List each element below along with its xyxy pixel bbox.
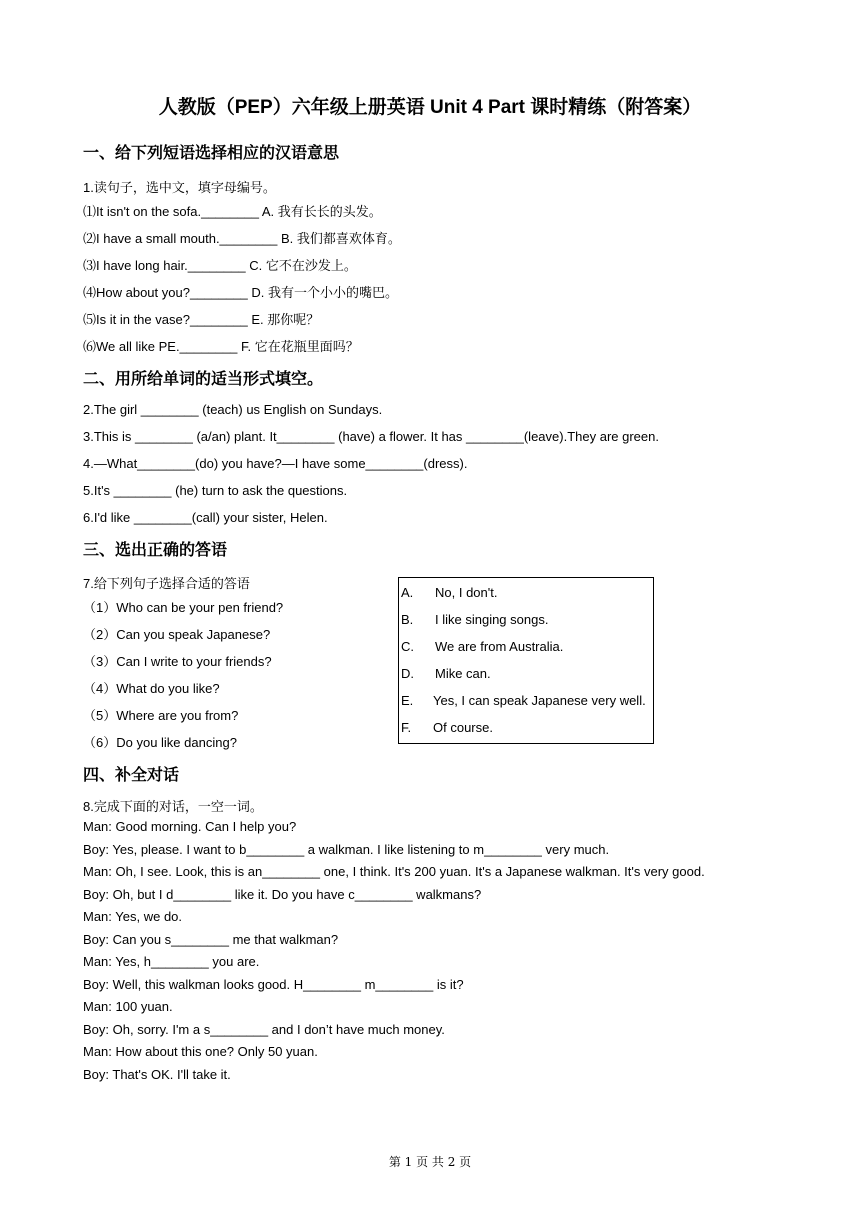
section-1-item-1: ⑴It isn't on the sofa.________ A. 我有长长的头发。 — [83, 204, 382, 219]
section-1-item-5: ⑸Is it in the vase?________ E. 那你呢？ — [83, 312, 320, 327]
section-2-item-6: 6.I'd like ________(call) your sister, Helen. — [83, 510, 328, 525]
dialogue-line-11: Man: How about this one? Only 50 yuan. — [83, 1044, 318, 1059]
answer-option-d: D. Mike can. — [401, 666, 491, 681]
section-3-question-1: （1）Who can be your pen friend? — [83, 600, 284, 615]
section-2-item-2: 2.The girl ________ (teach) us English on Sundays. — [83, 402, 383, 417]
dialogue-line-4: Boy: Oh, but I d________ like it. Do you have c________ walkmans? — [83, 887, 482, 902]
page-footer: 第 1 页 共 2 页 — [388, 1155, 472, 1169]
section-4-instruction: 8.完成下面的对话，一空一词。 — [83, 799, 263, 814]
dialogue-line-7: Man: Yes, h________ you are. — [83, 954, 260, 969]
answer-option-f: F. Of course. — [401, 720, 493, 735]
dialogue-line-5: Man: Yes, we do. — [83, 909, 183, 924]
section-3-heading: 三、选出正确的答语 — [83, 542, 228, 559]
dialogue-line-8: Boy: Well, this walkman looks good. H________ m________ is it? — [83, 977, 464, 992]
page-title: 人教版（PEP）六年级上册英语 Unit 4 Part 课时精练（附答案） — [158, 97, 702, 118]
section-1-item-3: ⑶I have long hair.________ C. 它不在沙发上。 — [83, 258, 357, 273]
section-1-heading: 一、给下列短语选择相应的汉语意思 — [83, 145, 340, 162]
section-1-item-2: ⑵I have a small mouth.________ B. 我们都喜欢体育。 — [83, 231, 401, 246]
dialogue-line-1: Man: Good morning. Can I help you? — [83, 819, 297, 834]
dialogue-line-3: Man: Oh, I see. Look, this is an________ one, I think. It's 200 yuan. It's a Japanese walkman. It's very good. — [83, 864, 705, 879]
dialogue-line-10: Boy: Oh, sorry. I'm a s________ and I don’t have much money. — [83, 1022, 445, 1037]
section-3-question-6: （6）Do you like dancing? — [83, 735, 237, 750]
dialogue-line-12: Boy: That's OK. I'll take it. — [83, 1067, 231, 1082]
dialogue-line-9: Man: 100 yuan. — [83, 999, 173, 1014]
section-1-item-4: ⑷How about you?________ D. 我有一个小小的嘴巴。 — [83, 285, 399, 300]
section-3-instruction: 7.给下列句子选择合适的答语 — [83, 576, 250, 591]
section-3-question-3: （3）Can I write to your friends? — [83, 654, 272, 669]
section-3-question-5: （5）Where are you from? — [83, 708, 239, 723]
answer-option-c: C. We are from Australia. — [401, 639, 564, 654]
answer-options-box — [398, 577, 654, 744]
section-2-heading: 二、用所给单词的适当形式填空。 — [83, 371, 324, 388]
section-4-heading: 四、补全对话 — [83, 767, 180, 784]
answer-option-a: A. No, I don't. — [401, 585, 498, 600]
section-2-item-5: 5.It's ________ (he) turn to ask the questions. — [83, 483, 348, 498]
section-3-question-4: （4）What do you like? — [83, 681, 220, 696]
section-1-item-6: ⑹We all like PE.________ F. 它在花瓶里面吗？ — [83, 339, 359, 354]
answer-option-b: B. I like singing songs. — [401, 612, 549, 627]
dialogue-line-2: Boy: Yes, please. I want to b________ a walkman. I like listening to m________ very much. — [83, 842, 610, 857]
section-2-item-3: 3.This is ________ (a/an) plant. It________ (have) a flower. It has ________(leave).They are green. — [83, 429, 659, 444]
section-1-instruction: 1.读句子，选中文，填字母编号。 — [83, 180, 276, 195]
section-3-question-2: （2）Can you speak Japanese? — [83, 627, 271, 642]
answer-option-e: E. Yes, I can speak Japanese very well. — [401, 693, 646, 708]
section-2-item-4: 4.—What________(do) you have?—I have some________(dress). — [83, 456, 468, 471]
dialogue-line-6: Boy: Can you s________ me that walkman? — [83, 932, 339, 947]
